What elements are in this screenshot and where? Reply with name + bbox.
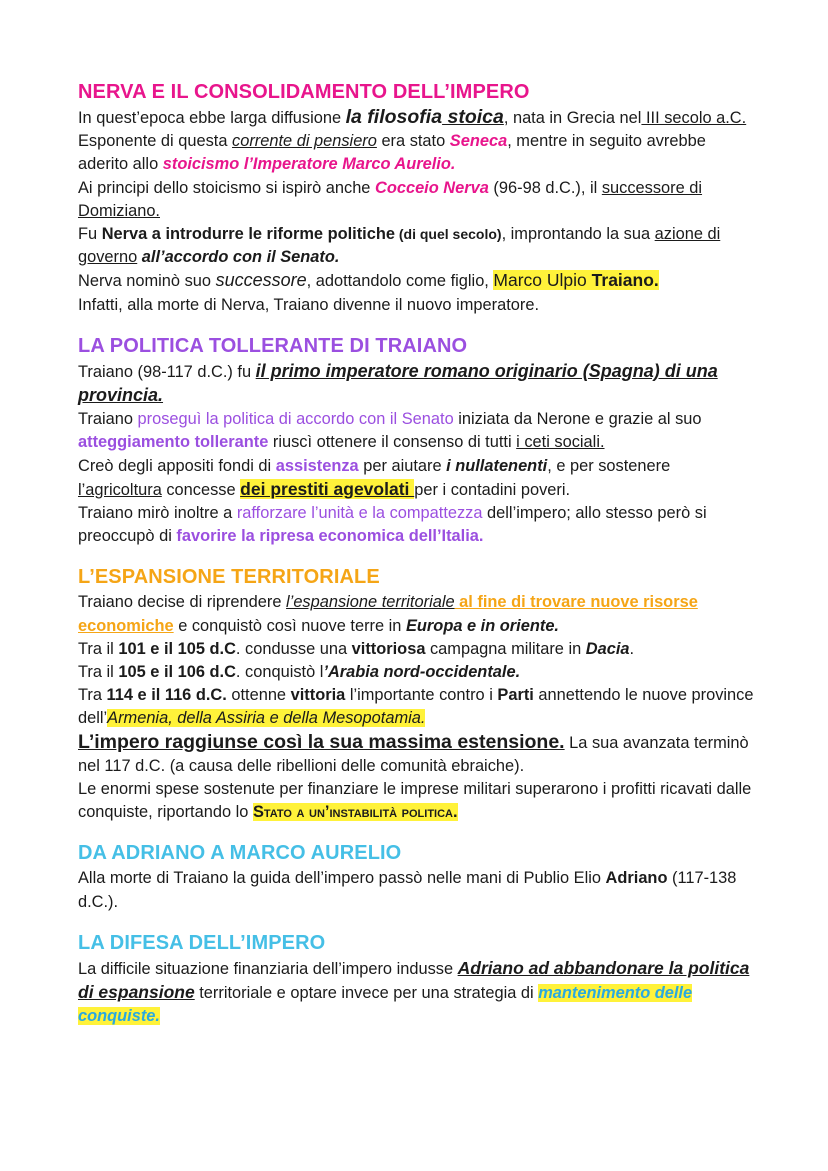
emphasis: 101 e il 105 d.C xyxy=(118,639,236,658)
text: Le enormi spese sostenute per finanziare le imprese militari superarono i profitti ricavati dalle conquiste, riportando lo xyxy=(78,780,752,822)
section-title: L’ESPANSIONE TERRITORIALE xyxy=(78,566,380,589)
text: Traiano (98-117 d.C.) fu xyxy=(78,362,256,381)
text: per i contadini poveri. xyxy=(414,480,571,499)
emphasis: corrente di pensiero xyxy=(232,132,377,151)
text: l’importante contro i xyxy=(345,686,498,705)
text: i ceti sociali. xyxy=(516,433,605,452)
section-nerva xyxy=(78,80,758,317)
highlight: mantenimento delle conquiste. xyxy=(78,984,693,1026)
text: . condusse una xyxy=(235,639,352,658)
paragraph xyxy=(78,867,758,913)
text: iniziata da Nerone e grazie al suo xyxy=(453,410,702,429)
paragraph: Infatti, alla morte di Nerva, Traiano divenne il nuovo imperatore. xyxy=(78,295,539,314)
emphasis: l’espansione territoriale xyxy=(286,593,455,612)
emphasis: favorire la ripresa economica dell’Italia. xyxy=(176,527,484,546)
paragraph xyxy=(78,223,758,269)
paragraph xyxy=(78,638,758,661)
text: concesse xyxy=(161,480,241,499)
text: successore di Domiziano. xyxy=(78,178,703,220)
paragraph xyxy=(78,106,758,130)
text: (di quel secolo) xyxy=(394,226,502,243)
text: , improntando la sua xyxy=(501,225,655,244)
text: Fu xyxy=(78,225,102,244)
emphasis: i nullatenenti xyxy=(446,456,548,475)
text: Ai principi dello stoicismo si ispirò anche xyxy=(78,178,375,197)
text: . conquistò l xyxy=(235,663,324,682)
emphasis: 105 e il 106 d.C xyxy=(118,663,236,682)
text: , adottandolo come figlio, xyxy=(306,272,494,291)
emphasis: proseguì la politica di accordo con il Senato xyxy=(137,410,454,429)
section-traiano xyxy=(78,334,758,549)
text: Nerva nominò suo xyxy=(78,272,216,291)
text: In quest’epoca ebbe larga diffusione xyxy=(78,109,346,127)
text: Tra il xyxy=(78,639,119,658)
emphasis: L’impero raggiunse così la sua massima estensione. xyxy=(78,730,565,753)
text: ottenne xyxy=(226,686,291,705)
text: Tra il xyxy=(78,663,119,682)
text: era stato xyxy=(376,132,450,151)
emphasis: 114 e il 116 d.C. xyxy=(106,686,227,705)
emphasis: il primo imperatore romano originario (Spagna) di una provincia. xyxy=(78,360,718,406)
text: Creò degli appositi fondi di xyxy=(78,456,276,475)
text: Traiano xyxy=(78,410,138,429)
paragraph xyxy=(78,177,758,223)
highlight xyxy=(493,270,658,290)
emphasis: successore xyxy=(215,270,307,291)
text: l’agricoltura xyxy=(78,480,162,499)
text: Traiano decise di riprendere xyxy=(78,593,287,612)
text: Esponente di questa xyxy=(78,132,233,151)
section-difesa xyxy=(78,931,758,1029)
paragraph xyxy=(78,731,758,778)
document-page xyxy=(78,80,758,1046)
emphasis: rafforzare l’unità e la compattezza xyxy=(236,504,483,523)
emphasis: ’Arabia nord-occidentale. xyxy=(323,663,521,682)
emphasis: vittoriosa xyxy=(351,639,426,658)
emphasis: stoica xyxy=(442,106,504,128)
text: Marco Ulpio xyxy=(493,270,592,291)
text: , mentre in seguito avrebbe aderito allo xyxy=(78,132,706,174)
emphasis: al fine di trovare nuove risorse economiche xyxy=(78,593,698,635)
text: , nata in Grecia nel xyxy=(503,109,642,127)
emphasis: stoicismo l’Imperatore Marco Aurelio. xyxy=(162,155,456,174)
emphasis: atteggiamento tollerante xyxy=(78,433,269,452)
emphasis: Seneca xyxy=(449,132,508,151)
text: , e per sostenere xyxy=(547,456,671,475)
paragraph xyxy=(78,269,758,293)
paragraph xyxy=(78,455,758,502)
emphasis: Cocceio Nerva xyxy=(374,178,489,197)
highlight: Stato a un’instabilità politica. xyxy=(252,803,458,822)
text: Traiano mirò inoltre a xyxy=(78,504,237,523)
emphasis: Adriano ad abbandonare la politica di espansione xyxy=(78,957,750,1003)
text: La difficile situazione finanziaria dell’impero indusse xyxy=(78,959,458,978)
section-title: DA ADRIANO A MARCO AURELIO xyxy=(78,842,402,865)
text: e conquistò così nuove terre in xyxy=(173,616,406,635)
text: riuscì ottenere il consenso di tutti xyxy=(268,433,517,452)
paragraph xyxy=(78,684,758,730)
text: campagna militare in xyxy=(425,639,586,658)
emphasis: la filosofia xyxy=(345,106,443,128)
section-title: NERVA E IL CONSOLIDAMENTO DELL’IMPERO xyxy=(78,81,530,103)
section-espansione xyxy=(78,565,758,824)
highlight: Armenia, della Assiria e della Mesopotamia. xyxy=(107,709,426,728)
emphasis: Adriano xyxy=(605,869,668,888)
highlight: dei prestiti agevolati xyxy=(240,478,415,499)
emphasis: all’accordo con il Senato. xyxy=(137,248,340,267)
emphasis: Europa e in oriente. xyxy=(405,616,559,635)
text: III secolo a.C. xyxy=(641,109,747,127)
text: azione di governo xyxy=(78,225,721,267)
section-adriano xyxy=(78,841,758,913)
paragraph xyxy=(78,957,758,1029)
emphasis: assistenza xyxy=(275,456,359,475)
text: . xyxy=(629,639,635,658)
section-title: LA POLITICA TOLLERANTE DI TRAIANO xyxy=(78,334,468,357)
text: per aiutare xyxy=(358,456,447,475)
paragraph xyxy=(78,502,758,548)
emphasis: Dacia xyxy=(585,639,630,658)
text: dell’impero; allo stesso però si preoccupò di xyxy=(78,504,707,546)
text: territoriale e optare invece per una strategia di xyxy=(194,984,539,1003)
paragraph xyxy=(78,778,758,824)
text: La sua avanzata terminò nel 117 d.C. (a causa delle ribellioni delle comunità ebraiche). xyxy=(78,733,749,775)
paragraph xyxy=(78,591,758,637)
paragraph xyxy=(78,130,758,176)
text: Tra xyxy=(78,686,107,705)
emphasis: vittoria xyxy=(290,686,346,705)
emphasis: Parti xyxy=(497,686,534,705)
paragraph xyxy=(78,661,758,684)
emphasis: Nerva a introdurre le riforme politiche xyxy=(101,225,395,244)
paragraph xyxy=(78,360,758,408)
text: Alla morte di Traiano la guida dell’impero passò nelle mani di Publio Elio xyxy=(78,869,606,888)
paragraph xyxy=(78,408,758,454)
section-title: LA DIFESA DELL’IMPERO xyxy=(78,931,326,954)
text: annettendo le nuove province dell’ xyxy=(78,686,754,728)
text: (117-138 d.C.). xyxy=(78,869,737,911)
text: (96-98 d.C.), il xyxy=(488,178,602,197)
emphasis: Traiano. xyxy=(591,270,659,291)
